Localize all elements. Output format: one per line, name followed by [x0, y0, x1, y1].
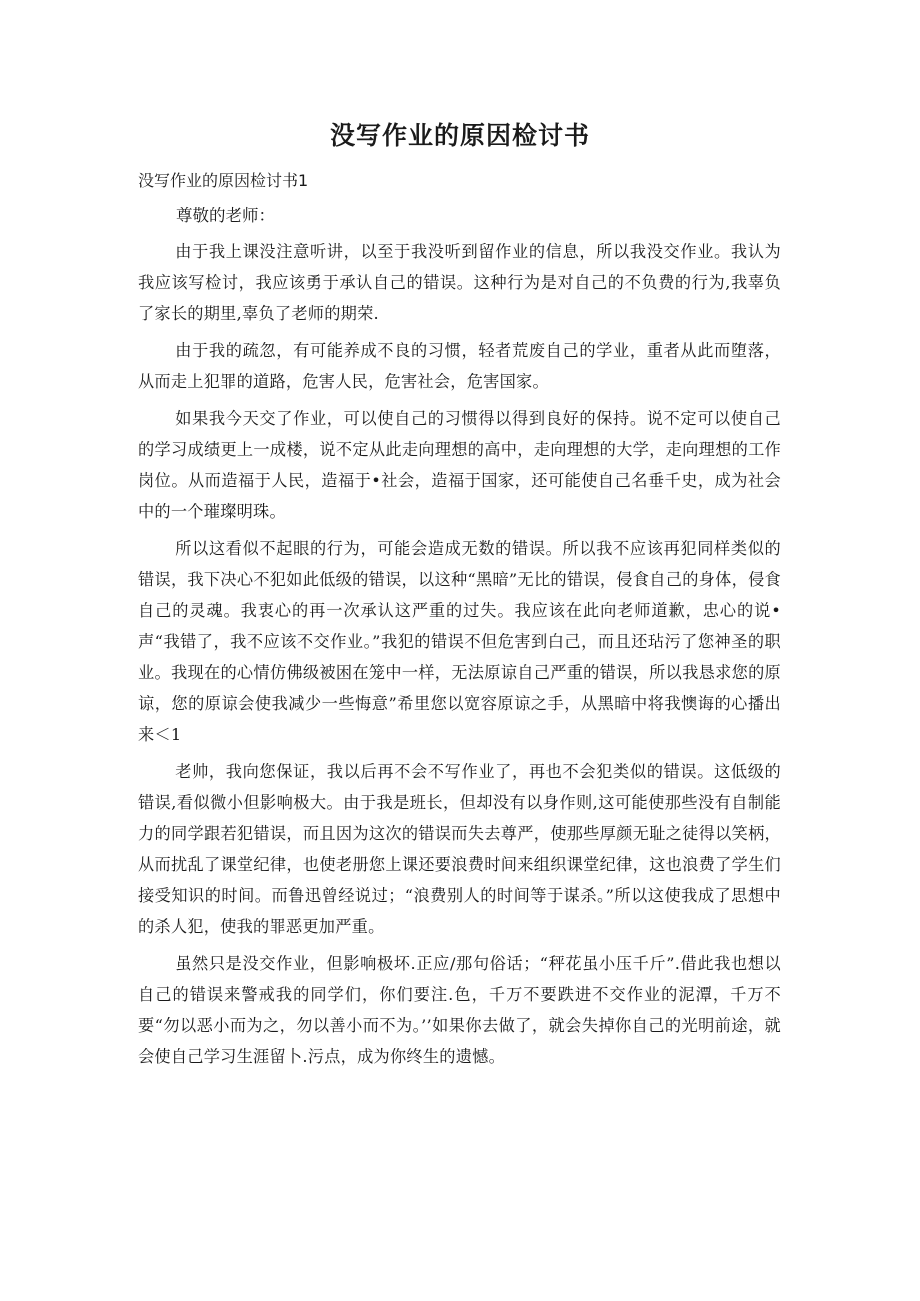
document-subtitle: 没写作业的原因检讨书1: [138, 171, 309, 190]
paragraph-5: 老帅，我向您保证，我以后再不会不写作业了，再也不会犯类似的错误。这低级的错误,看似微小但影响极大。由于我是班长，但却没有以身作则,这可能使那些没有自制能力的同学跟若犯错误，而且因为这次的错误而失去尊严，使那些厚颜无耻之徒得以笑柄，从而扰乱了课堂纪律，也使老册您上课还要浪费时间来组织课堂纪律，这也浪费了学生们接受知识的时间。而鲁迅曾经说过；“浪费别人的时间等于谋杀。”所以这使我成了思想中的杀人犯，使我的罪恶更加严重。: [138, 762, 781, 936]
paragraph-6: 虽然只是没交作业，但影响极坏.正应/那句俗话；“秤花虽小压千斤”.借此我也想以自己的错误来警戒我的同学们，你们要注.色，千万不要跌进不交作业的泥潭，千万不要“勿以恶小而为之，勿以善小而不为。’’如果你去做了，就会失掉你自己的光明前途，就会使自己学习生涯留卜.污点，成为你终生的遗憾。: [138, 954, 781, 1066]
paragraph-4: 所以这看似不起眼的行为，可能会造成无数的错误。所以我不应该再犯同样类似的错误，我下决心不犯如此低级的错误，以这种“黑暗”无比的错误，侵食自己的身体，侵食自己的灵魂。我衷心的再一次承认这严重的过失。我应该在此向老师道歉，忠心的说•声“我错了，我不应该不交作业。”我犯的错误不但危害到白己，而且还玷污了您神圣的职业。我现在的心情仿佛级被困在笼中一样，无法原谅自己严重的错误，所以我恳求您的原谅，您的原谅会使我减少一些悔意”希里您以宽容原谅之手，从黑暗中将我懊诲的心播出来＜1: [138, 539, 781, 744]
letter-greeting: 尊敬的老师：: [176, 206, 275, 225]
document-title: 没写作业的原因检讨书: [329, 121, 590, 150]
letter-body: [138, 236, 781, 1078]
paragraph-1: 由于我上课没注意听讲，以至于我没听到留作业的信息，所以我没交作业。我认为我应该写检讨，我应该勇于承认自己的错误。这种行为是对自己的不负费的行为,我辜负了家长的期里,辜负了老师的期荣.: [138, 242, 781, 323]
paragraph-2: 由于我的疏忽，有可能养成不良的习惯，轻者荒废自己的学业，重者从此而堕落，从而走上犯罪的道路，危害人民，危害社会，危害国家。: [138, 341, 781, 391]
paragraph-3: 如果我今天交了作业，可以使自己的习惯得以得到良好的保持。说不定可以使自己的学习成绩更上一成楼，说不定从此走向理想的高中，走向理想的大学，走向理想的工作岗位。从而造福于人民，造福于•社会，造福于国家，还可能使自己名垂千史，成为社会中的一个璀璨明珠。: [138, 409, 781, 521]
